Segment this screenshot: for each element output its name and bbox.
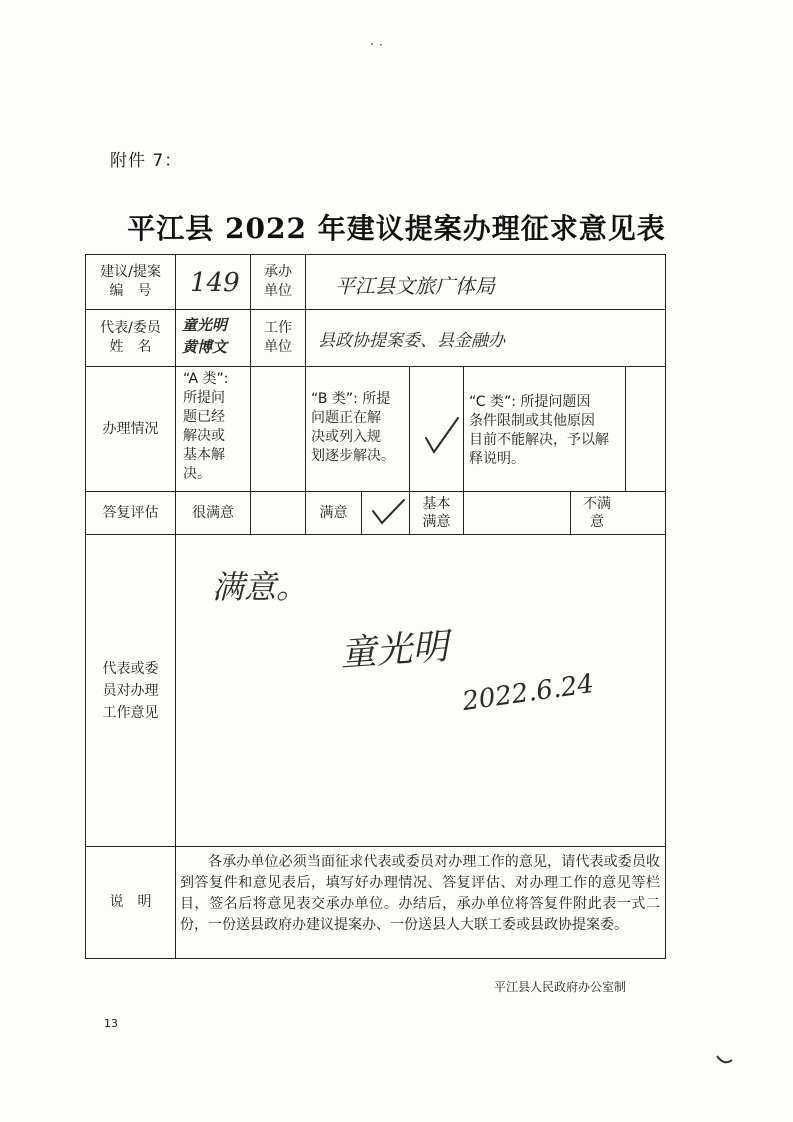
- scan-speck: [371, 43, 373, 45]
- basically-satisfied-option: 基本 满意: [422, 496, 451, 530]
- very-satisfied-option: 很满意: [192, 504, 234, 521]
- note-label: 说 明: [109, 894, 152, 910]
- status-label: 办理情况: [102, 420, 159, 437]
- form-title: 平江县 2022 年建议提案办理征求意见表: [127, 212, 666, 245]
- work-unit-value: 县政协提案委、县金融办: [318, 331, 505, 351]
- scan-speck: [717, 1056, 732, 1062]
- proposal-no-value: 149: [190, 268, 240, 298]
- signature: 童光明: [338, 626, 450, 675]
- category-a-text: “A 类”: 所提问 题已经 解决或 基本解 决。: [183, 371, 229, 482]
- page-number: 13: [104, 1017, 118, 1030]
- note-text: 各承办单位必须当面征求代表或委员对办理工作的意见，请代表或委员收到答复件和意见表后，填写好办理情况、答复评估、对办理工作的意见等栏目，签名后将意见表交承办单位。办结后，承办单位将答复件附此表一式二份，一份送县政府办建议提案办、一份送县人大联工委或县政协提案委。: [180, 854, 660, 933]
- opinion-label: 代表或委 员对办理 工作意见: [102, 660, 159, 721]
- satisfied-option: 满意: [319, 504, 348, 521]
- work-unit-label: 工作 单位: [264, 320, 292, 355]
- handling-unit-label: 承办 单位: [264, 264, 292, 299]
- sign-date: 2022.6.24: [460, 668, 596, 718]
- reply-eval-label: 答复评估: [102, 504, 159, 521]
- scan-speck: [380, 44, 382, 46]
- proposal-no-label: 建议/提案 编 号: [100, 264, 161, 299]
- satisfied-check-mark: [373, 500, 404, 523]
- category-b-text: “B 类”: 所提 问题正在解 决或列入规 划逐步解决。: [311, 391, 395, 464]
- opinion-handwriting: 满意。: [212, 568, 309, 606]
- category-b-check-mark: [426, 418, 458, 452]
- handling-unit-value: 平江县文旅广体局: [335, 274, 495, 298]
- unsatisfied-option: 不满 意: [583, 496, 611, 530]
- rep-name-value: 童光明 黄博文: [182, 316, 228, 356]
- rep-name-label: 代表/委员 姓 名: [100, 320, 161, 355]
- issuing-office: 平江县人民政府办公室制: [494, 980, 627, 994]
- category-c-text: “C 类”: 所提问题因 条件限制或其他原因 目前不能解决，予以解 释说明。: [469, 394, 609, 467]
- attachment-label: 附件 7：: [110, 151, 183, 171]
